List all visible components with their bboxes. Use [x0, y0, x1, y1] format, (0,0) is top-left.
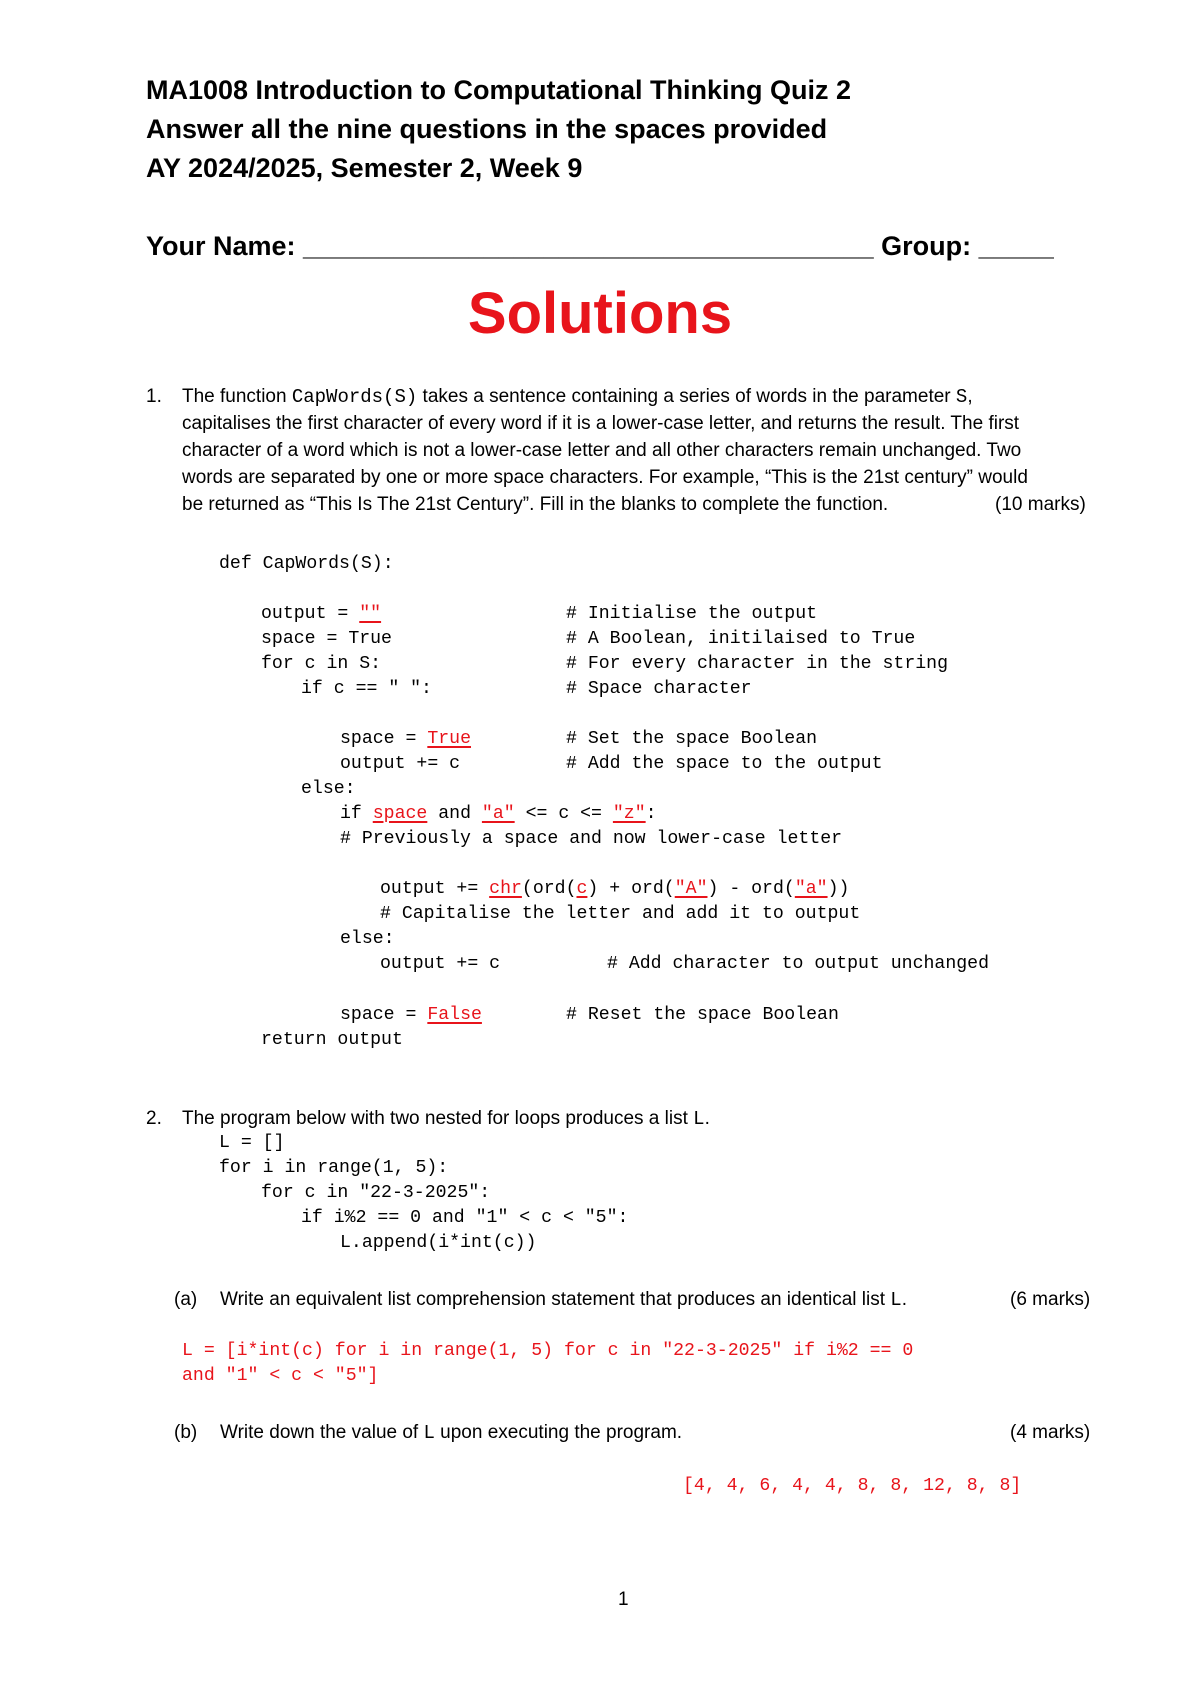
- q2-code-line: for c in "22-3-2025":: [261, 1183, 491, 1203]
- answer-blank: "": [359, 604, 382, 624]
- answer-blank: space: [372, 804, 428, 824]
- code-line: if c == " ":: [301, 679, 432, 699]
- code-line: output += c: [340, 754, 461, 774]
- q2-code-line: L.append(i*int(c)): [340, 1233, 537, 1253]
- q2-number: 2.: [146, 1108, 162, 1129]
- code-comment: # For every character in the string: [566, 654, 948, 674]
- q2b-marks: (4 marks): [1010, 1422, 1091, 1443]
- q2-code-line: if i%2 == 0 and "1" < c < "5":: [301, 1208, 629, 1228]
- code-line: else:: [301, 779, 356, 799]
- q2-text: The program below with two nested for loops produces a list L.: [182, 1108, 710, 1130]
- code-def: def CapWords(S):: [219, 554, 394, 574]
- code-comment: # Add character to output unchanged: [607, 954, 989, 974]
- code-line: if space and "a" <= c <= "z":: [340, 804, 657, 824]
- code-comment: # Space character: [566, 679, 752, 699]
- code-comment: # A Boolean, initilaised to True: [566, 629, 916, 649]
- answer-blank: "z": [612, 804, 646, 824]
- q1-line3: character of a word which is not a lower-case letter and all other characters remain unchanged. Two: [182, 440, 1022, 461]
- code-line: space = False: [340, 1005, 482, 1025]
- q1-func-name: CapWords(S): [291, 386, 418, 408]
- answer-blank: "A": [674, 879, 708, 899]
- q2-code-line: L = []: [219, 1133, 285, 1153]
- code-comment: # Reset the space Boolean: [566, 1005, 839, 1025]
- code-line: return output: [261, 1030, 403, 1050]
- q1-line1: The function CapWords(S) takes a sentence containing a series of words in the parameter S,: [182, 386, 973, 408]
- semester-line: AY 2024/2025, Semester 2, Week 9: [146, 153, 583, 183]
- answer-blank: chr: [489, 879, 522, 899]
- instructions: Answer all the nine questions in the spaces provided: [146, 114, 828, 144]
- q1-number: 1.: [146, 386, 162, 407]
- q1-line5: be returned as “This Is The 21st Century”. Fill in the blanks to complete the function.: [182, 494, 889, 515]
- q1-marks: (10 marks): [995, 494, 1086, 515]
- code-comment: # Capitalise the letter and add it to output: [380, 904, 861, 924]
- code-line: for c in S:: [261, 654, 382, 674]
- code-line: output += c: [380, 954, 501, 974]
- answer-blank: "a": [794, 879, 828, 899]
- q2b-text: Write down the value of L upon executing the program.: [220, 1422, 683, 1444]
- solutions-heading: Solutions: [467, 281, 733, 346]
- q2b-label: (b): [174, 1422, 198, 1443]
- q2b-answer: [4, 4, 6, 4, 4, 8, 8, 12, 8, 8]: [683, 1476, 1022, 1496]
- page-number: 1: [618, 1589, 629, 1610]
- q2a-answer-line2: and "1" < c < "5"]: [182, 1366, 379, 1386]
- q1-line2: capitalises the first character of every word if it is a lower-case letter, and returns the result. The first: [182, 413, 1020, 434]
- q1-line4: words are separated by one or more space characters. For example, “This is the 21st century” would: [182, 467, 1028, 488]
- answer-blank: True: [427, 729, 471, 749]
- quiz-title: MA1008 Introduction to Computational Thinking Quiz 2: [146, 75, 851, 105]
- code-line: space = True: [261, 629, 392, 649]
- q2a-text: Write an equivalent list comprehension statement that produces an identical list L.: [220, 1289, 907, 1311]
- code-line: else:: [340, 929, 395, 949]
- code-comment: # Initialise the output: [566, 604, 818, 624]
- q2a-answer-line1: L = [i*int(c) for i in range(1, 5) for c in "22-3-2025" if i%2 == 0: [182, 1341, 914, 1361]
- code-line: output += chr(ord(c) + ord("A") - ord("a")): [380, 879, 850, 899]
- q2-code-line: for i in range(1, 5):: [219, 1158, 449, 1178]
- answer-blank: False: [427, 1005, 482, 1025]
- code-comment: # Set the space Boolean: [566, 729, 818, 749]
- code-line: space = True: [340, 729, 471, 749]
- code-line-output-init: output = "": [261, 604, 382, 624]
- answer-blank: "a": [481, 804, 515, 824]
- name-group-line: Your Name: ______________________________________ Group: _____: [146, 231, 1054, 261]
- q2a-label: (a): [174, 1289, 198, 1310]
- code-comment: # Previously a space and now lower-case letter: [340, 829, 843, 849]
- q2a-marks: (6 marks): [1010, 1289, 1091, 1310]
- code-comment: # Add the space to the output: [566, 754, 883, 774]
- answer-blank: c: [576, 879, 588, 899]
